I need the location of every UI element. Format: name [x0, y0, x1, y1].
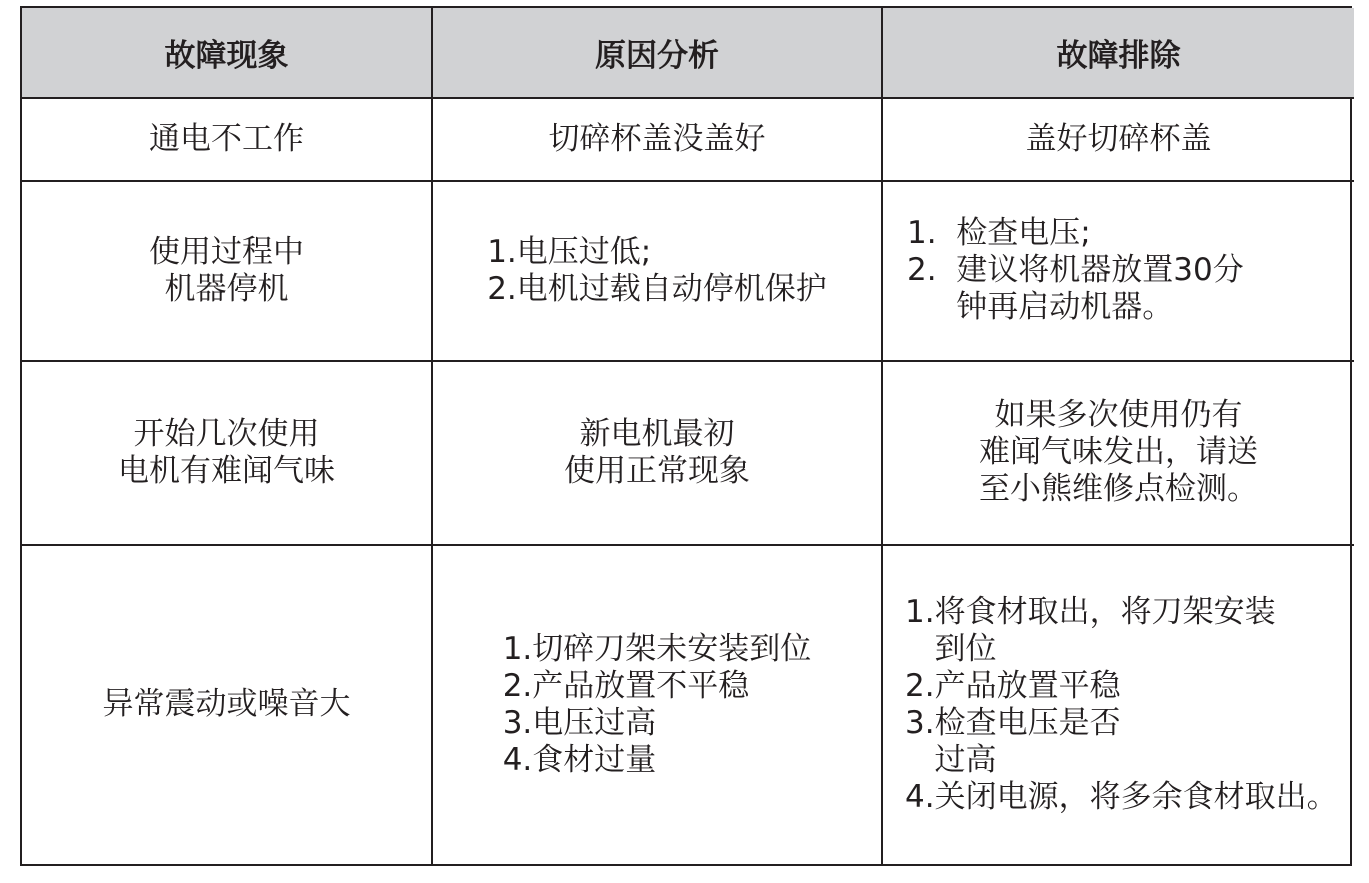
solution-line: 2.产品放置平稳 — [905, 667, 1121, 704]
solution-line: 盖好切碎杯盖 — [1025, 120, 1212, 157]
cause-line: 使用正常现象 — [564, 452, 750, 489]
cause-line: 切碎杯盖没盖好 — [548, 120, 766, 157]
cause-line: 2.产品放置不平稳 — [502, 667, 750, 704]
symptom-line: 通电不工作 — [149, 120, 304, 157]
solution-line: 1.将食材取出，将刀架安装 — [905, 593, 1276, 630]
solution-line: 3.检查电压是否 — [905, 704, 1121, 741]
table-row — [22, 545, 1354, 864]
solution-cell — [882, 361, 1354, 545]
cause-cell — [432, 545, 882, 864]
header-symptom: 故障现象 — [22, 8, 432, 98]
table-header-row — [22, 8, 1354, 98]
cause-line: 新电机最初 — [579, 415, 735, 452]
cause-cell — [432, 98, 882, 181]
cause-cell — [432, 181, 882, 361]
symptom-line: 异常震动或噪音大 — [102, 686, 351, 723]
cause-cell — [432, 361, 882, 545]
solution-line: 至小熊维修点检测。 — [979, 471, 1258, 508]
cause-line: 3.电压过高 — [502, 704, 657, 741]
troubleshooting-table-frame — [20, 6, 1352, 866]
table-row — [22, 361, 1354, 545]
symptom-cell — [22, 181, 432, 361]
solution-line: 难闻气味发出，请送 — [979, 434, 1258, 471]
solution-cell — [882, 545, 1354, 864]
table-row — [22, 98, 1354, 181]
solution-line: 1. 检查电压; — [907, 215, 1091, 252]
symptom-line: 电机有难闻气味 — [118, 452, 335, 489]
header-solution: 故障排除 — [882, 8, 1354, 98]
solution-line: 过高 — [905, 741, 997, 778]
table-row — [22, 181, 1354, 361]
symptom-line: 使用过程中 — [149, 233, 304, 270]
cause-line: 2.电机过载自动停机保护 — [487, 270, 827, 307]
symptom-cell — [22, 545, 432, 864]
solution-line: 4.关闭电源，将多余食材取出。 — [905, 778, 1338, 815]
solution-line: 到位 — [905, 630, 997, 667]
symptom-line: 开始几次使用 — [133, 415, 320, 452]
cause-line: 1.切碎刀架未安装到位 — [502, 630, 812, 667]
solution-line: 钟再启动机器。 — [907, 289, 1174, 326]
solution-cell — [882, 181, 1354, 361]
symptom-cell — [22, 98, 432, 181]
symptom-line: 机器停机 — [164, 270, 289, 307]
troubleshooting-table — [22, 8, 1354, 864]
solution-line: 2. 建议将机器放置30分 — [907, 252, 1244, 289]
symptom-cell — [22, 361, 432, 545]
cause-line: 4.食材过量 — [502, 741, 657, 778]
solution-cell — [882, 98, 1354, 181]
solution-line: 如果多次使用仍有 — [994, 397, 1243, 434]
cause-line: 1.电压过低; — [487, 233, 652, 270]
header-cause: 原因分析 — [432, 8, 882, 98]
